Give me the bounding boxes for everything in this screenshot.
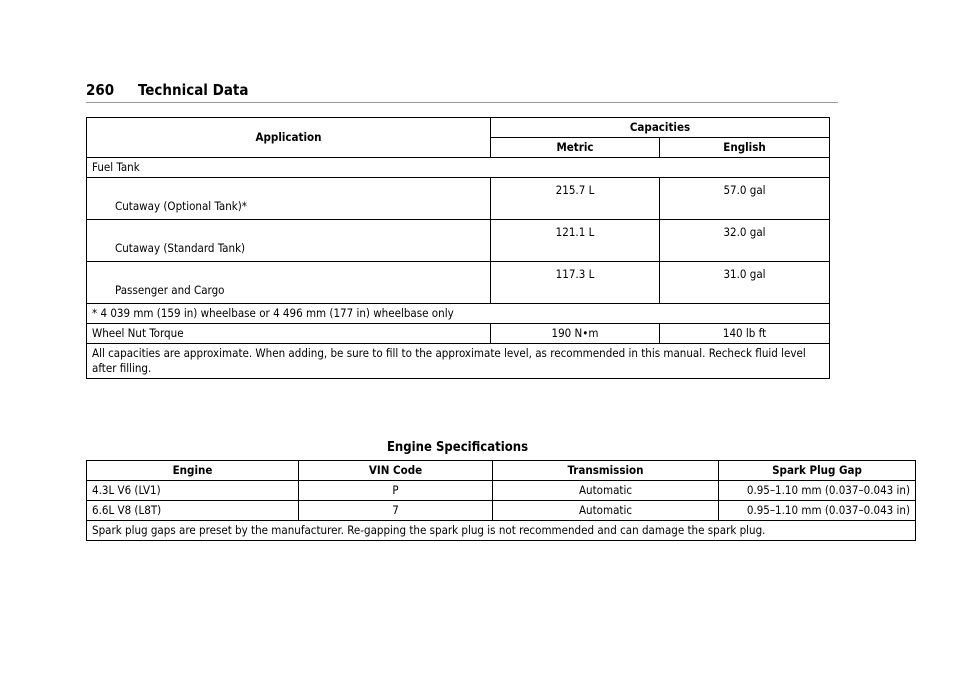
table-header-row — [87, 118, 830, 138]
table-row — [87, 501, 916, 521]
wheel-nut-metric: 190 N•m — [491, 324, 660, 344]
fuel-row-english: 57.0 gal — [660, 178, 830, 220]
table-header-row — [87, 461, 916, 481]
col-transmission: Transmission — [493, 461, 719, 481]
wheel-nut-row — [87, 324, 830, 344]
col-english: English — [660, 138, 830, 158]
fuel-row-metric: 117.3 L — [491, 262, 660, 304]
gap-cell: 0.95–1.10 mm (0.037–0.043 in) — [719, 481, 916, 501]
table-row — [87, 262, 830, 304]
section-title: Technical Data — [138, 81, 249, 99]
fuel-tank-label: Fuel Tank — [87, 158, 830, 178]
engine-cell: 4.3L V6 (LV1) — [87, 481, 299, 501]
col-metric: Metric — [491, 138, 660, 158]
vin-cell: P — [299, 481, 493, 501]
fuel-row-label: Cutaway (Standard Tank) — [87, 220, 491, 262]
engine-note-row — [87, 521, 916, 541]
table-row — [87, 220, 830, 262]
capacities-table — [86, 117, 830, 379]
transmission-cell: Automatic — [493, 481, 719, 501]
fuel-row-label: Passenger and Cargo — [87, 262, 491, 304]
engine-note: Spark plug gaps are preset by the manufacturer. Re-gapping the spark plug is not recommended and can damage the spark plug. — [87, 521, 916, 541]
col-application: Application — [87, 118, 491, 158]
col-engine: Engine — [87, 461, 299, 481]
gap-cell: 0.95–1.10 mm (0.037–0.043 in) — [719, 501, 916, 521]
footnote: * 4 039 mm (159 in) wheelbase or 4 496 mm (177 in) wheelbase only — [87, 304, 830, 324]
fuel-row-metric: 215.7 L — [491, 178, 660, 220]
page-number: 260 — [86, 81, 115, 99]
engine-specs-title: Engine Specifications — [386, 440, 529, 455]
wheel-nut-label: Wheel Nut Torque — [87, 324, 491, 344]
table-row — [87, 481, 916, 501]
col-capacities: Capacities — [491, 118, 830, 138]
engine-specs-table — [86, 460, 916, 541]
capacities-note: All capacities are approximate. When adding, be sure to fill to the approximate level, as recommended in this manual. Recheck fluid level after filling. — [87, 344, 830, 379]
vin-cell: 7 — [299, 501, 493, 521]
table-row — [87, 178, 830, 220]
col-spark-plug-gap: Spark Plug Gap — [719, 461, 916, 481]
engine-cell: 6.6L V8 (L8T) — [87, 501, 299, 521]
page-header — [86, 80, 838, 103]
fuel-row-metric: 121.1 L — [491, 220, 660, 262]
fuel-tank-row — [87, 158, 830, 178]
fuel-row-english: 31.0 gal — [660, 262, 830, 304]
transmission-cell: Automatic — [493, 501, 719, 521]
col-vin-code: VIN Code — [299, 461, 493, 481]
capacities-note-row — [87, 344, 830, 379]
wheel-nut-english: 140 lb ft — [660, 324, 830, 344]
fuel-row-label: Cutaway (Optional Tank)* — [87, 178, 491, 220]
fuel-row-english: 32.0 gal — [660, 220, 830, 262]
footnote-row — [87, 304, 830, 324]
